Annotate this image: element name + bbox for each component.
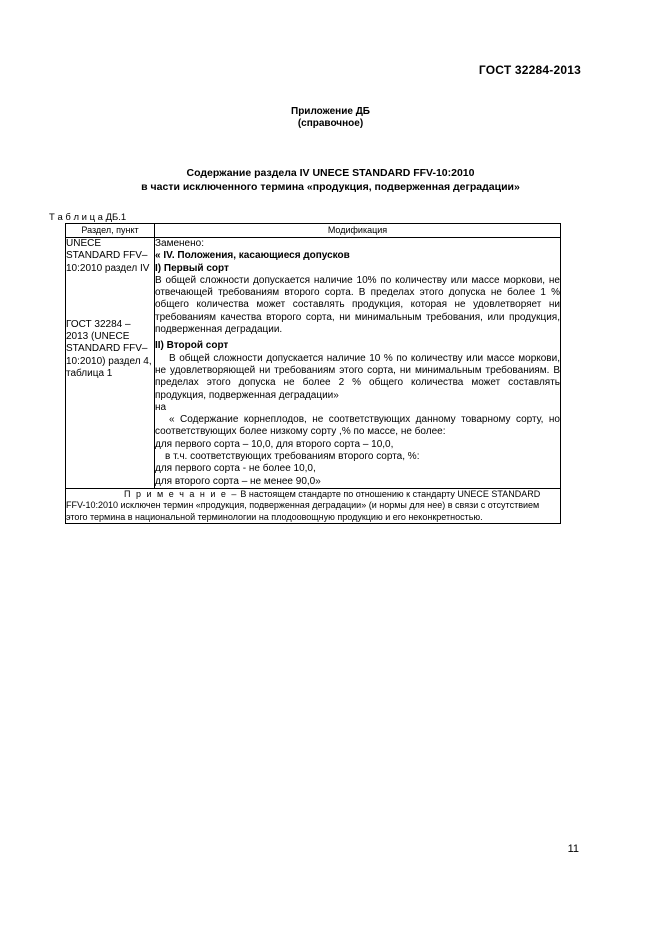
on-label: на [155, 401, 167, 413]
section-title-line1: Содержание раздела IV UNECE STANDARD FFV-10:2010 [186, 167, 475, 179]
table-header-row [66, 224, 561, 238]
replaced-label: Заменено: [155, 238, 204, 249]
modification-cell [155, 238, 561, 489]
norm-line-first-second: для первого сорта – 10,0, для второго сорта – 10,0, [155, 438, 394, 450]
tolerances-heading: « IV. Положения, касающиеся допусков [155, 250, 350, 262]
first-grade-heading: I) Первый сорт [155, 262, 229, 274]
note-row [66, 488, 561, 524]
document-code: ГОСТ 32284-2013 [478, 63, 581, 77]
norm-line-including: в т.ч. соответствующих требованиям второго сорта, %: [165, 451, 420, 463]
appendix-heading [0, 106, 661, 130]
header-section-clause: Раздел, пункт [66, 224, 155, 238]
norm-line-first-grade: для первого сорта - не более 10,0, [155, 463, 316, 475]
gost-reference: ГОСТ 32284 – 2013 (UNECE STANDARD FFV–10:2010) раздел 4, таблица 1 [66, 318, 152, 380]
section-title-line2: в части исключенного термина «продукция, подверженная деградации» [141, 181, 520, 193]
new-norm-text: « Содержание корнеплодов, не соответствующих данному товарному сорту, но соответствующих более низкому сорту ,% по массе, не более: [155, 414, 560, 438]
page-number: 11 [567, 843, 579, 855]
second-grade-heading: II) Второй сорт [155, 340, 229, 352]
second-grade-text: В общей сложности допускается наличие 10 % по количеству или массе моркови, не удовлетворяющей ни требованиям этого сорта, ни минимальным требованиям. В пределах этого допуска не более 2 % общего количества может составлять продукция, подверженная деградации» [155, 352, 560, 401]
appendix-subtitle: (справочное) [297, 118, 364, 129]
table-row [66, 238, 561, 489]
first-grade-text: В общей сложности допускается наличие 10% по количеству или массе моркови, не отвечающей требованиям второго сорта. В пределах этого допуска не более 1 % общего количества может составлять продукция, которая не удовлетворяет ни требованиям качества второго сорта, ни минимальным требования, или продукция, подверженная деградации. [155, 274, 560, 336]
header-modification: Модификация [155, 224, 561, 238]
section-title [0, 166, 661, 194]
note-title: П р и м е ч а н и е – [124, 488, 238, 499]
note-text: В настоящем стандарте по отношению к стандарту UNECE STANDARD FFV-10:2010 исключен термин «продукция, подверженная деградации» (и нормы для нее) в связи с отсутствием этого термина в национальной терминологии на плодоовощную продукцию и его неконкретностью. [66, 488, 541, 522]
table-note [66, 488, 561, 524]
unece-reference: UNECE STANDARD FFV–10:2010 раздел IV [66, 238, 150, 274]
modification-table [65, 223, 561, 524]
norm-line-second-grade: для второго сорта – не менее 90,0» [155, 475, 321, 487]
appendix-title: Приложение ДБ [291, 106, 370, 117]
table-caption: Т а б л и ц а ДБ.1 [49, 212, 127, 223]
section-reference-cell [66, 238, 155, 489]
